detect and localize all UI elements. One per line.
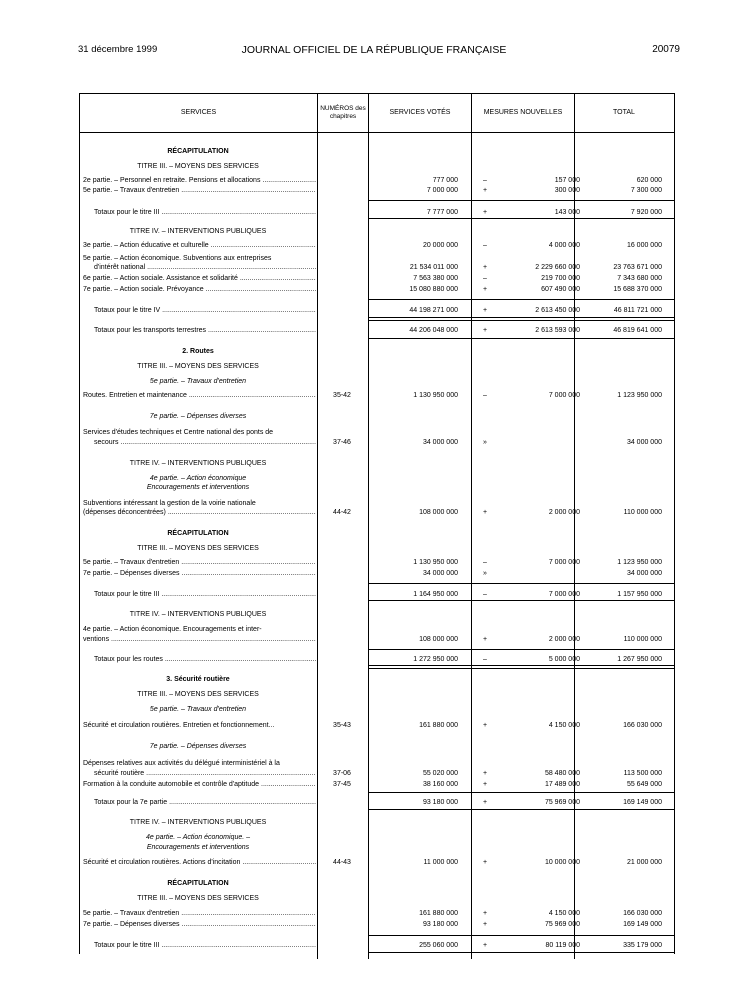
services-votes-value: 20 000 000 [422,242,458,249]
total-rule [369,200,674,201]
column-divider [368,93,369,959]
chapter-number: 37-06 [333,770,351,777]
mesures-nouvelles-value: 10 000 000 [544,859,580,866]
row-label: sécurité routière ..... [94,768,316,779]
services-votes-value: 34 000 000 [422,570,458,577]
total-value: 46 819 641 000 [613,327,662,334]
sign: – [483,656,487,663]
services-votes-value: 11 000 000 [423,859,458,866]
section-heading-row [80,842,674,853]
sign: – [483,559,487,566]
total-value: 16 000 000 [626,242,662,249]
row-label: 5e partie. – Action économique. Subventions aux entreprises [83,255,272,262]
sign: + [482,307,488,314]
section-heading: TITRE III. – MOYENS DES SERVICES [137,363,259,370]
sign: + [482,770,488,777]
row-label: Routes. Entretien et maintenance ..... [83,390,316,401]
sign: – [483,275,487,282]
total-value: 1 267 950 000 [617,656,662,663]
section-heading-row [80,346,674,357]
chapter-number: 35-43 [333,722,351,729]
section-heading-row [80,528,674,539]
table-row [80,207,674,218]
section-heading: TITRE IV. – INTERVENTIONS PUBLIQUES [129,611,267,618]
services-votes-value: 34 000 000 [422,439,458,446]
mesures-nouvelles-value: 58 480 000 [544,770,580,777]
section-heading-row [80,704,674,715]
section-heading-row [80,893,674,904]
table-row [80,634,674,645]
total-value: 620 000 [636,177,662,184]
row-label: d'intérêt national ..... [94,262,316,273]
table-row [80,262,674,273]
section-heading: 2. Routes [182,348,214,355]
table-row [80,568,674,579]
row-label: Dépenses relatives aux activités du délégué interministériel à la [83,760,280,767]
row-label: Totaux pour le titre III ..... [94,589,316,600]
row-label: 7e partie. – Dépenses diverses ..... [83,568,316,579]
sign: + [482,781,488,788]
mesures-nouvelles-value: 4 150 000 [548,910,580,917]
sign: + [482,636,488,643]
mesures-nouvelles-value: 4 000 000 [548,242,580,249]
services-votes-value: 15 080 880 000 [409,286,458,293]
row-label: 7e partie. – Action sociale. Prévoyance ..... [83,284,316,295]
table-row [80,240,674,251]
sign: + [482,187,488,194]
mesures-nouvelles-value: 75 969 000 [544,799,580,806]
section-heading: 3. Sécurité routière [166,676,230,683]
table-row [80,390,674,401]
row-label: Totaux pour le titre III ..... [94,207,316,218]
mesures-nouvelles-value: 2 000 000 [548,509,580,516]
total-rule [369,665,674,669]
table-row [80,273,674,284]
row-label: 5e partie. – Travaux d'entretien ..... [83,908,316,919]
section-heading: 7e partie. – Dépenses diverses [149,743,247,750]
column-header-votes: SERVICES VOTÉS [389,108,451,116]
table-row [80,507,674,518]
total-value: 34 000 000 [626,570,662,577]
section-heading-row [80,689,674,700]
mesures-nouvelles-value: 4 150 000 [548,722,580,729]
row-label: 5e partie. – Travaux d'entretien ..... [83,185,316,196]
section-heading-row [80,741,674,752]
section-heading-row [80,878,674,889]
sign: + [482,509,488,516]
sign: + [482,921,488,928]
section-heading-row [80,226,674,237]
services-votes-value: 7 777 000 [426,209,458,216]
total-rule [369,299,674,300]
mesures-nouvelles-value: 300 000 [554,187,580,194]
sign: + [482,799,488,806]
total-rule [369,935,674,936]
services-votes-value: 255 060 000 [419,942,458,949]
services-votes-value: 108 000 000 [419,509,458,516]
row-label: 4e partie. – Action économique. Encouragements et inter- [83,626,262,633]
mesures-nouvelles-value: 157 000 [554,177,580,184]
total-value: 1 123 950 000 [617,559,662,566]
services-votes-value: 21 534 011 000 [409,264,458,271]
sign: – [483,392,487,399]
mesures-nouvelles-value: 2 229 660 000 [535,264,580,271]
chapter-number: 35-42 [333,392,351,399]
total-rule [369,317,674,318]
mesures-nouvelles-value: 2 613 450 000 [535,307,580,314]
total-value: 7 343 680 000 [617,275,662,282]
column-header-mesures: MESURES NOUVELLES [483,108,563,116]
section-heading-row [80,458,674,469]
sign: + [482,264,488,271]
total-rule [369,583,674,584]
column-divider [471,93,472,959]
row-label: (dépenses déconcentrées) ..... [83,507,316,518]
table-row [80,654,674,665]
services-votes-value: 161 880 000 [419,910,458,917]
section-heading: TITRE III. – MOYENS DES SERVICES [137,691,259,698]
total-value: 7 920 000 [630,209,662,216]
table-row [80,797,674,808]
section-heading: TITRE III. – MOYENS DES SERVICES [137,545,259,552]
section-heading: TITRE III. – MOYENS DES SERVICES [137,163,259,170]
total-rule [369,952,674,953]
services-votes-value: 161 880 000 [419,722,458,729]
section-heading: 5e partie. – Travaux d'entretien [149,706,247,713]
column-divider [317,93,318,959]
row-label: ventions ..... [83,634,316,645]
total-value: 23 763 671 000 [613,264,662,271]
section-heading-row [80,609,674,620]
sign: » [483,570,487,577]
total-value: 169 149 000 [623,799,662,806]
total-value: 7 300 000 [630,187,662,194]
mesures-nouvelles-value: 7 000 000 [548,591,580,598]
services-votes-value: 1 130 950 000 [413,559,458,566]
chapter-number: 44-43 [333,859,351,866]
mesures-nouvelles-value: 219 700 000 [541,275,580,282]
total-value: 166 030 000 [623,722,662,729]
section-heading-row [80,411,674,422]
services-votes-value: 108 000 000 [419,636,458,643]
services-votes-value: 1 164 950 000 [413,591,458,598]
table-row [80,908,674,919]
section-heading-row [80,161,674,172]
column-header-total: TOTAL [613,108,635,116]
services-votes-value: 93 180 000 [422,921,458,928]
sign: – [483,591,487,598]
page-date: 31 décembre 1999 [78,44,158,55]
column-divider [574,93,575,959]
row-label: 3e partie. – Action éducative et culturelle ..... [83,240,316,251]
table-row [80,325,674,336]
services-votes-value: 7 563 380 000 [413,275,458,282]
total-value: 21 000 000 [626,859,662,866]
sign: + [482,722,488,729]
mesures-nouvelles-value: 7 000 000 [548,392,580,399]
mesures-nouvelles-value: 75 969 000 [544,921,580,928]
row-label: 7e partie. – Dépenses diverses ..... [83,919,316,930]
row-label: Services d'études techniques et Centre national des ponts de [83,429,274,436]
page-number: 20079 [652,44,680,55]
row-label: Formation à la conduite automobile et contrôle d'aptitude ..... [83,779,316,790]
section-heading: 7e partie. – Dépenses diverses [149,413,247,420]
section-heading-row [80,482,674,493]
section-heading: Encouragements et interventions [146,484,250,491]
mesures-nouvelles-value: 17 489 000 [544,781,580,788]
row-label: Totaux pour les transports terrestres ..... [94,325,316,336]
section-heading: 4e partie. – Action économique. – [145,834,251,841]
sign: + [482,286,488,293]
total-value: 166 030 000 [623,910,662,917]
sign: – [483,177,487,184]
services-votes-value: 38 160 000 [422,781,458,788]
total-rule [369,792,674,793]
section-heading: RÉCAPITULATION [167,148,229,155]
row-label: Totaux pour le titre IV ..... [94,305,316,316]
row-label: Subventions intéressant la gestion de la voirie nationale [83,500,256,507]
table-row [80,185,674,196]
row-label: 6e partie. – Action sociale. Assistance et solidarité ..... [83,273,316,284]
sign: – [483,242,487,249]
table-row [80,589,674,600]
table-row [80,768,674,779]
mesures-nouvelles-value: 7 000 000 [548,559,580,566]
sign: + [482,859,488,866]
row-label: Totaux pour les routes ..... [94,654,316,665]
table-row [80,720,674,731]
section-heading: Encouragements et interventions [146,844,250,851]
row-label: 2e partie. – Personnel en retraite. Pensions et allocations ..... [83,175,316,186]
section-heading: TITRE IV. – INTERVENTIONS PUBLIQUES [129,228,267,235]
row-label: Sécurité et circulation routières. Actions d'incitation ..... [83,857,316,868]
row-label: 5e partie. – Travaux d'entretien ..... [83,557,316,568]
table-row [80,557,674,568]
section-heading: 4e partie. – Action économique [149,475,247,482]
total-value: 110 000 000 [623,509,662,516]
journal-title: JOURNAL OFFICIEL DE LA RÉPUBLIQUE FRANÇAISE [241,44,507,56]
table-row [80,437,674,448]
sign: + [482,327,488,334]
section-heading: RÉCAPITULATION [167,880,229,887]
row-label: Totaux pour la 7e partie ..... [94,797,316,808]
total-value: 335 179 000 [623,942,662,949]
table-row [80,857,674,868]
total-value: 34 000 000 [626,439,662,446]
sign: + [482,209,488,216]
section-heading-row [80,543,674,554]
services-votes-value: 777 000 [432,177,458,184]
total-value: 110 000 000 [623,636,662,643]
mesures-nouvelles-value: 2 000 000 [548,636,580,643]
services-votes-value: 7 000 000 [426,187,458,194]
row-label: secours ..... [94,437,316,448]
total-value: 169 149 000 [623,921,662,928]
services-votes-value: 1 272 950 000 [413,656,458,663]
total-value: 1 123 950 000 [617,392,662,399]
total-value: 1 157 950 000 [617,591,662,598]
total-rule [369,320,674,321]
section-heading-row [80,146,674,157]
total-value: 113 500 000 [623,770,662,777]
column-header-chapitres: NUMÉROS des chapitres [320,104,366,120]
services-votes-value: 93 180 000 [422,799,458,806]
section-heading-row [80,817,674,828]
total-value: 55 649 000 [626,781,662,788]
services-votes-value: 44 198 271 000 [409,307,458,314]
table-row [80,919,674,930]
section-heading: TITRE IV. – INTERVENTIONS PUBLIQUES [129,460,267,467]
total-rule [369,600,674,601]
chapter-number: 37-45 [333,781,351,788]
column-header-services: SERVICES [180,108,217,116]
total-value: 46 811 721 000 [613,307,662,314]
mesures-nouvelles-value: 5 000 000 [548,656,580,663]
sign: » [483,439,487,446]
mesures-nouvelles-value: 2 613 593 000 [535,327,580,334]
total-rule [369,809,674,810]
table-row [80,779,674,790]
section-heading: RÉCAPITULATION [167,530,229,537]
mesures-nouvelles-value: 143 000 [554,209,580,216]
table-row [80,305,674,316]
header-rule [79,132,674,133]
services-votes-value: 44 206 048 000 [409,327,458,334]
sign: + [482,910,488,917]
row-label: Sécurité et circulation routières. Entretien et fonctionnement... [83,722,275,729]
section-heading-row [80,361,674,372]
services-votes-value: 1 130 950 000 [413,392,458,399]
services-votes-value: 55 020 000 [422,770,458,777]
table-row [80,284,674,295]
mesures-nouvelles-value: 607 490 000 [541,286,580,293]
chapter-number: 44-42 [333,509,351,516]
total-rule [369,338,674,339]
sign: + [482,942,488,949]
section-heading: TITRE IV. – INTERVENTIONS PUBLIQUES [129,819,267,826]
section-heading-row [80,376,674,387]
section-heading-row [80,674,674,685]
total-value: 15 688 370 000 [613,286,662,293]
section-heading: TITRE III. – MOYENS DES SERVICES [137,895,259,902]
chapter-number: 37-46 [333,439,351,446]
mesures-nouvelles-value: 80 119 000 [545,942,580,949]
total-rule [369,218,674,219]
total-rule [369,649,674,650]
row-label: Totaux pour le titre III ..... [94,940,316,951]
section-heading: 5e partie. – Travaux d'entretien [149,378,247,385]
table-row [80,940,674,951]
